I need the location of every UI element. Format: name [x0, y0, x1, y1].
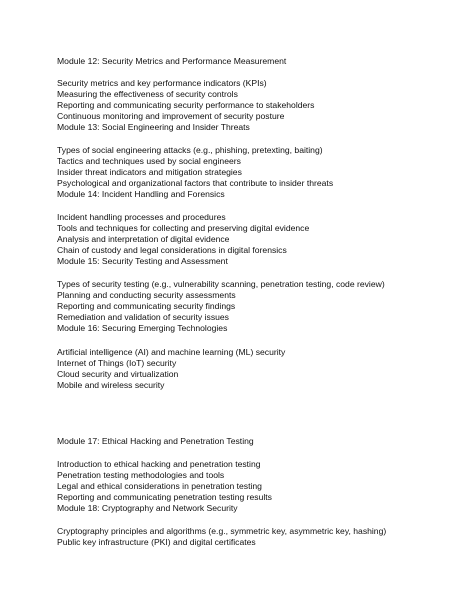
text-line: Penetration testing methodologies and tools — [57, 470, 225, 480]
text-line: Reporting and communicating security performance to stakeholders — [57, 100, 315, 110]
text-line: Cloud security and virtualization — [57, 369, 179, 379]
text-line: Introduction to ethical hacking and penetration testing — [57, 459, 261, 469]
text-line: Mobile and wireless security — [57, 380, 165, 390]
module-heading: Module 18: Cryptography and Network Security — [57, 503, 238, 513]
text-line: Reporting and communicating security findings — [57, 301, 236, 311]
text-line: Cryptography principles and algorithms (e.g., symmetric key, asymmetric key, hashing) — [57, 526, 387, 536]
module-heading: Module 15: Security Testing and Assessment — [57, 256, 228, 266]
text-line: Remediation and validation of security issues — [57, 312, 229, 322]
text-line: Measuring the effectiveness of security controls — [57, 89, 238, 99]
text-line: Incident handling processes and procedures — [57, 212, 226, 222]
text-line: Psychological and organizational factors that contribute to insider threats — [57, 178, 334, 188]
text-line: Planning and conducting security assessments — [57, 290, 236, 300]
text-line: Tools and techniques for collecting and preserving digital evidence — [57, 223, 310, 233]
text-line: Security metrics and key performance indicators (KPIs) — [57, 78, 267, 88]
text-line: Types of social engineering attacks (e.g., phishing, pretexting, baiting) — [57, 145, 323, 155]
text-line: Legal and ethical considerations in penetration testing — [57, 481, 262, 491]
text-line: Tactics and techniques used by social engineers — [57, 156, 241, 166]
module-heading: Module 14: Incident Handling and Forensics — [57, 189, 225, 199]
module-heading: Module 16: Securing Emerging Technologies — [57, 323, 228, 333]
text-line: Continuous monitoring and improvement of security posture — [57, 111, 285, 121]
text-line: Internet of Things (IoT) security — [57, 358, 177, 368]
module-heading: Module 17: Ethical Hacking and Penetration Testing — [57, 436, 254, 446]
text-line: Reporting and communicating penetration testing results — [57, 492, 272, 502]
text-line: Chain of custody and legal considerations in digital forensics — [57, 245, 287, 255]
text-line: Artificial intelligence (AI) and machine learning (ML) security — [57, 347, 286, 357]
text-line: Analysis and interpretation of digital evidence — [57, 234, 230, 244]
text-line: Insider threat indicators and mitigation strategies — [57, 167, 242, 177]
text-line: Public key infrastructure (PKI) and digital certificates — [57, 537, 256, 547]
text-line: Types of security testing (e.g., vulnerability scanning, penetration testing, code review) — [57, 279, 385, 289]
module-heading: Module 12: Security Metrics and Performance Measurement — [57, 56, 287, 66]
module-heading: Module 13: Social Engineering and Insider Threats — [57, 122, 250, 132]
